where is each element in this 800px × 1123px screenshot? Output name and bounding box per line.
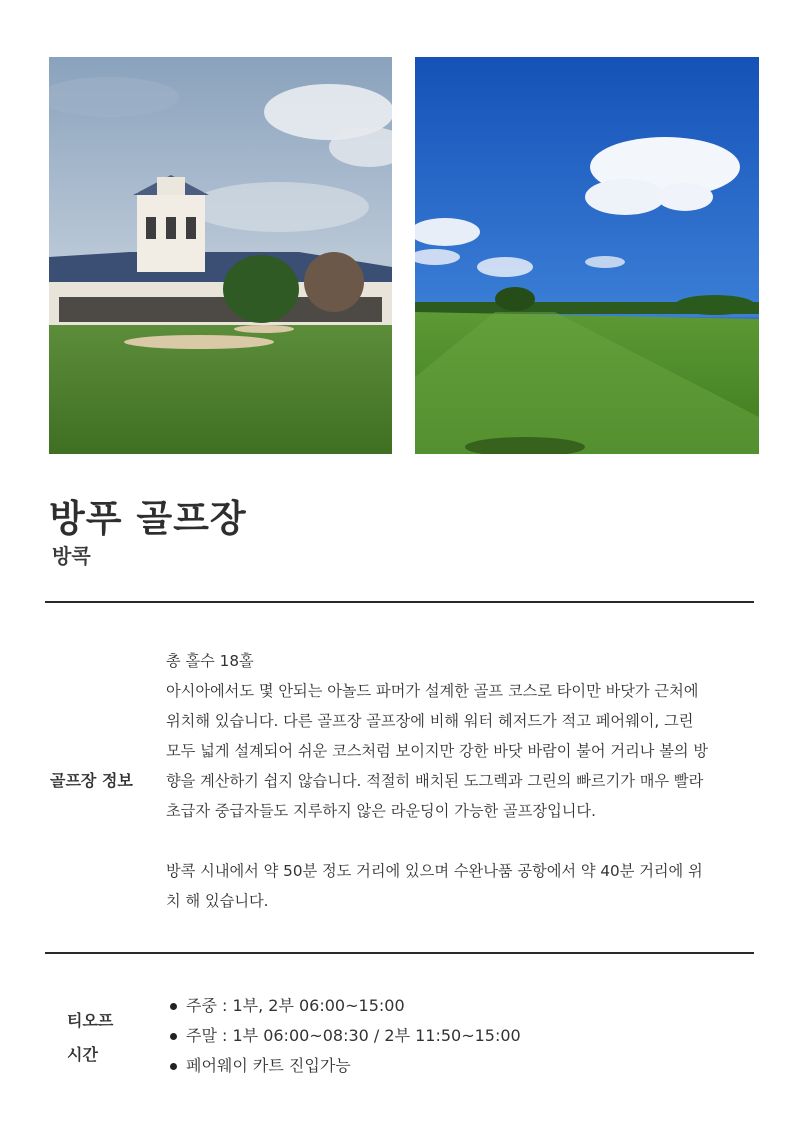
description-line: 모두 넓게 설계되어 쉬운 코스처럼 보이지만 강한 바닷 바람이 불어 거리나 볼의 방 (166, 742, 709, 760)
list-item: 페어웨이 카트 진입가능 (168, 1051, 521, 1081)
description-line: 아시아에서도 몇 안되는 아놀드 파머가 설계한 골프 코스로 타이만 바닷가 근처에 (166, 682, 699, 700)
clubhouse-photo (49, 57, 392, 454)
fairway-photo (415, 57, 759, 454)
info-label: 골프장 정보 (50, 771, 133, 790)
holes-count: 총 홀수 18홀 (166, 652, 254, 670)
list-item: 주중 : 1부, 2부 06:00~15:00 (168, 991, 521, 1021)
course-info (166, 646, 751, 916)
description-line: 초급자 중급자들도 지루하지 않은 라운딩이 가능한 골프장입니다. (166, 802, 596, 820)
divider (45, 601, 754, 603)
divider (45, 952, 754, 954)
list-item: 주말 : 1부 06:00~08:30 / 2부 11:50~15:00 (168, 1021, 521, 1051)
location-line: 치 해 있습니다. (166, 892, 269, 910)
description-line: 향을 계산하기 쉽지 않습니다. 적절히 배치된 도그렉과 그린의 빠르기가 매우 빨라 (166, 772, 704, 790)
teeoff-label-line2: 시간 (67, 1045, 98, 1064)
course-location: 방콕 (52, 544, 91, 568)
teeoff-list (168, 991, 521, 1081)
course-name: 방푸 골프장 (49, 497, 247, 540)
location-line: 방콕 시내에서 약 50분 정도 거리에 있으며 수완나품 공항에서 약 40분 거리에 위 (166, 862, 703, 880)
teeoff-label-line1: 티오프 (67, 1011, 114, 1030)
description-line: 위치해 있습니다. 다른 골프장 골프장에 비해 워터 헤저드가 적고 페어웨이, 그린 (166, 712, 694, 730)
